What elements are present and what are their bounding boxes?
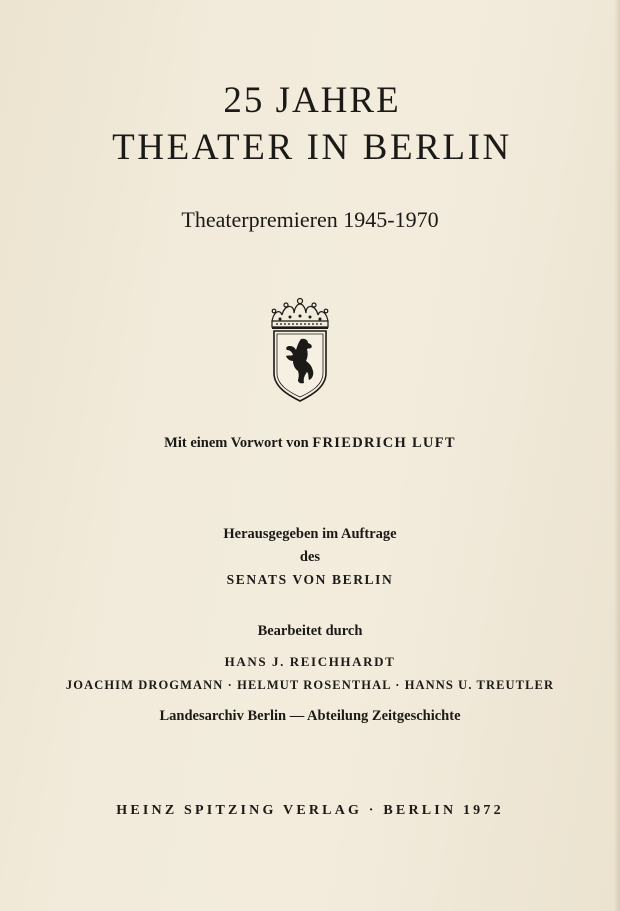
foreword-author: FRIEDRICH LUFT [312,435,456,451]
des-line: des [299,549,321,565]
subtitle: Theaterpremieren 1945-1970 [181,207,439,232]
senate-line: SENATS VON BERLIN [226,572,394,587]
archive-line: Landesarchiv Berlin — Abteilung Zeitgeschichte [159,708,461,724]
title-line-1: 25 JAHRE [223,80,401,121]
edited-by: Bearbeitet durch [257,623,363,639]
title-line-2: THEATER IN BERLIN [112,127,512,168]
editors-line: JOACHIM DROGMANN · HELMUT ROSENTHAL · HANNS U. TREUTLER [65,678,555,692]
editor-main: HANS J. REICHHARDT [224,654,396,669]
published-on-behalf: Herausgegeben im Auftrage [223,526,397,542]
foreword-prefix: Mit einem Vorwort von [164,435,309,451]
berlin-bear-coat-of-arms-icon [268,295,332,403]
publisher-line: HEINZ SPITZING VERLAG · BERLIN 1972 [116,803,504,818]
foreword-line [0,433,620,453]
